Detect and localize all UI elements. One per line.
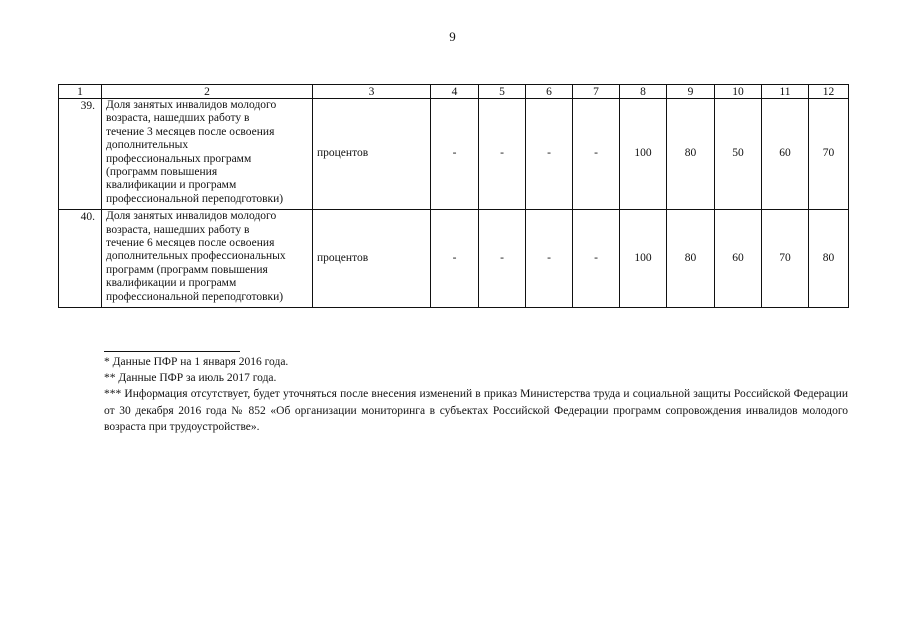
value-cell: 80 xyxy=(667,99,715,210)
column-header: 4 xyxy=(431,85,479,99)
footnote-2: ** Данные ПФР за июль 2017 года. xyxy=(104,372,277,385)
unit-cell: процентов xyxy=(313,99,431,210)
indicator-name-line: течение 3 месяцев после освоения xyxy=(106,125,275,138)
value-cell: 60 xyxy=(762,99,809,210)
column-header: 3 xyxy=(313,85,431,99)
row-number: 39. xyxy=(59,99,102,210)
value-cell: 100 xyxy=(620,99,667,210)
value-cell: 70 xyxy=(809,99,849,210)
column-header: 10 xyxy=(715,85,762,99)
column-header: 2 xyxy=(102,85,313,99)
value-cell: - xyxy=(479,210,526,308)
indicator-name-line: Доля занятых инвалидов молодого xyxy=(106,99,277,111)
value-cell: - xyxy=(526,99,573,210)
indicator-name-line: квалификации и программ xyxy=(106,277,237,290)
indicator-name xyxy=(102,210,313,308)
value-cell: - xyxy=(431,210,479,308)
column-header: 1 xyxy=(59,85,102,99)
footnotes xyxy=(104,351,848,435)
value-cell: - xyxy=(573,210,620,308)
value-cell: - xyxy=(573,99,620,210)
indicator-name-line: течение 6 месяцев после освоения xyxy=(106,237,275,250)
indicator-name-line: возраста, нашедших работу в xyxy=(106,223,250,236)
column-header: 5 xyxy=(479,85,526,99)
value-cell: 80 xyxy=(667,210,715,308)
value-cell: - xyxy=(479,99,526,210)
column-header: 8 xyxy=(620,85,667,99)
page-number: 9 xyxy=(449,29,456,44)
indicator-name-line: дополнительных профессиональных xyxy=(106,250,286,263)
column-header: 12 xyxy=(809,85,849,99)
indicator-name xyxy=(102,99,313,210)
indicator-name-line: программ (программ повышения xyxy=(106,263,268,276)
indicator-name-line: профессиональной переподготовки) xyxy=(106,290,284,303)
indicator-name-line: (программ повышения xyxy=(106,166,218,179)
table-row xyxy=(59,210,849,308)
indicator-name-line: квалификации и программ xyxy=(106,179,237,192)
footnote-divider xyxy=(104,351,240,353)
table-row xyxy=(59,99,849,210)
indicator-name-line: Доля занятых инвалидов молодого xyxy=(106,210,277,223)
value-cell: - xyxy=(526,210,573,308)
footnote-3: *** Информация отсутствует, будет уточняться после внесения изменений в приказ Министерства труда и социальной защиты Российской Федерации от 30 декабря 2016 года № 852 «Об организации мониторинга в субъектах Российской Федерации программ сопровождения инвалидов молодого возраста при трудоустройстве». xyxy=(104,388,848,433)
value-cell: - xyxy=(431,99,479,210)
indicator-name-line: возраста, нашедших работу в xyxy=(106,112,250,125)
unit-cell: процентов xyxy=(313,210,431,308)
indicator-name-line: профессиональных программ xyxy=(106,152,252,165)
indicators-table xyxy=(58,84,849,308)
footnote-1: * Данные ПФР на 1 января 2016 года. xyxy=(104,356,289,368)
indicator-name-line: профессиональной переподготовки) xyxy=(106,192,284,205)
value-cell: 50 xyxy=(715,99,762,210)
value-cell: 60 xyxy=(715,210,762,308)
header-row xyxy=(59,85,849,99)
value-cell: 70 xyxy=(762,210,809,308)
column-header: 9 xyxy=(667,85,715,99)
row-number: 40. xyxy=(59,210,102,308)
indicator-name-line: дополнительных xyxy=(106,139,189,152)
column-header: 11 xyxy=(762,85,809,99)
value-cell: 80 xyxy=(809,210,849,308)
value-cell: 100 xyxy=(620,210,667,308)
column-header: 6 xyxy=(526,85,573,99)
column-header: 7 xyxy=(573,85,620,99)
